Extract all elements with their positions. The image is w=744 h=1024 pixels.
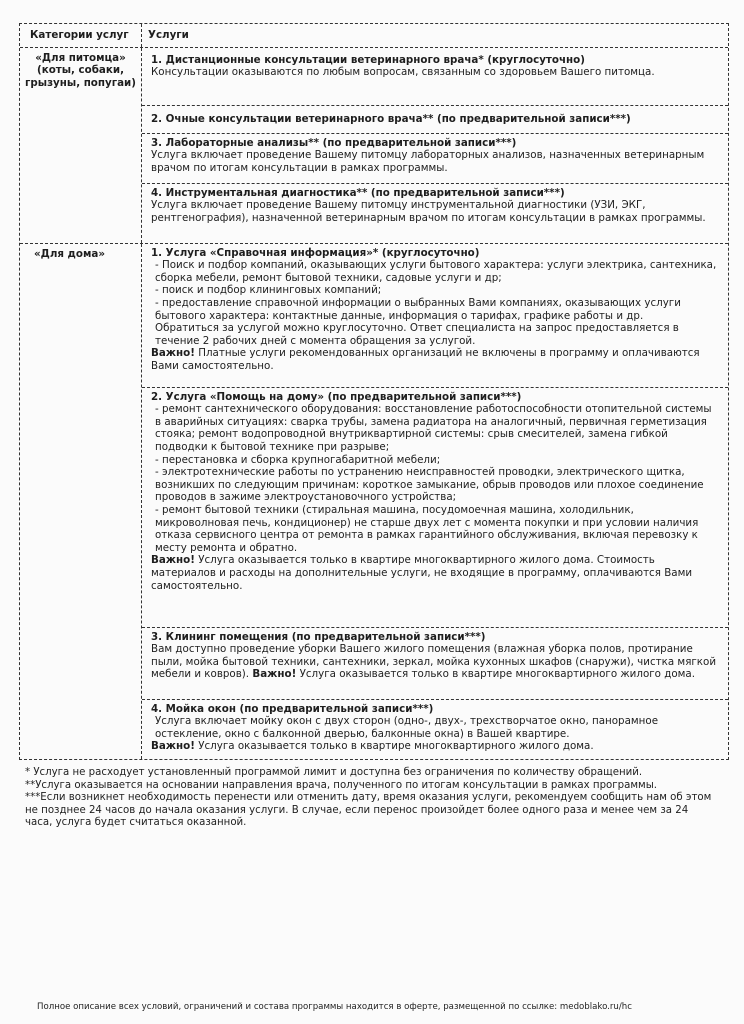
service-block — [142, 133, 728, 183]
important-note — [151, 740, 720, 753]
footnote-1: * Услуга не расходует установленный программой лимит и доступна без ограничения по количеству обращений. — [25, 767, 643, 778]
important-note — [151, 347, 720, 372]
important-label: Важно! — [252, 668, 297, 681]
important-text: Услуга оказывается только в квартире многоквартирного жилого дома. — [194, 740, 594, 753]
service-body: Услуга включает проведение Вашему питомцу инструментальной диагностики (УЗИ, ЭКГ, рентгенография), назначенной ветеринарным врачом по итогам консультации в рамках программы. — [151, 199, 706, 224]
service-block — [142, 387, 728, 627]
service-line: - электротехнические работы по устранению неисправностей проводки, электрического щитка, возникших по следующим причинам: короткое замыкание, обрыв проводов или плохое соединение проводов в зажиме электроустановочного устройства; — [155, 466, 704, 504]
pets-services — [142, 48, 728, 243]
service-line: - Поиск и подбор компаний, оказывающих услуги бытового характера: услуги электрика, сантехника, сборка мебели, ремонт бытовой техники, садовые услуги и др; — [155, 259, 717, 284]
home-services — [142, 244, 728, 759]
header-services: Услуги — [148, 29, 189, 41]
service-line: Услуга включает мойку окон с двух сторон (одно-, двух-, трехстворчатое окно, панорамное остекление, окно с балконной дверью, балконные окна) в Вашей квартире. — [155, 715, 659, 740]
service-line: Вам доступно проведение уборки Вашего жилого помещения (влажная уборка полов, протирание пыли, мойка бытовой техники, сантехники, зеркал, мойка кухонных шкафов (снаружи), чистка мягкой мебели и ковров). — [151, 643, 717, 681]
service-block — [142, 48, 728, 105]
service-title: 1. Дистанционные консультации ветеринарного врача* (круглосуточно) — [151, 53, 585, 66]
important-label: Важно! — [151, 554, 195, 567]
important-text: Платные услуги рекомендованных организаций не включены в программу и оплачиваются Вами самостоятельно. — [151, 347, 700, 372]
table-header-row — [20, 24, 728, 47]
service-body: Консультации оказываются по любым вопросам, связанным со здоровьем Вашего питомца. — [151, 66, 655, 79]
service-line: Обратиться за услугой можно круглосуточно. Ответ специалиста на запрос предоставляется в течение 2 рабочих дней с момента обращения за услугой. — [155, 322, 679, 347]
important-label: Важно! — [151, 347, 195, 360]
service-block — [142, 244, 728, 387]
service-title: 3. Лабораторные анализы** (по предварительной записи***) — [151, 136, 517, 149]
service-body: Услуга включает проведение Вашему питомцу лабораторных анализов, назначенных ветеринарным врачом по итогам консультации в рамках программы. — [151, 149, 705, 174]
service-title: 4. Мойка окон (по предварительной записи***) — [151, 702, 434, 715]
service-line: - перестановка и сборка крупногабаритной мебели; — [155, 453, 441, 466]
service-title: 3. Клининг помещения (по предварительной записи***) — [151, 630, 486, 643]
service-title: 1. Услуга «Справочная информация»* (круглосуточно) — [151, 246, 480, 259]
category-home: «Для дома» — [20, 244, 142, 759]
service-line: - ремонт сантехнического оборудования: восстановление работоспособности отопительной системы в аварийных ситуациях: сварка трубы, замена радиатора на аналогичный, первичная герметизация стояка; ремонт водопроводной внутриквартирной системы: срыв смесителей, замена гибкой подводки к бытовой технике при разрыве; — [155, 403, 712, 453]
important-note — [151, 554, 720, 592]
service-line: - предоставление справочной информации о выбранных Вами компаниях, оказывающих услуги бытового характера: контактные данные, информация о тарифах, графике работы и др. — [155, 296, 681, 322]
service-block — [142, 627, 728, 699]
important-label: Важно! — [151, 740, 195, 753]
category-pets: «Для питомца» (коты, собаки, грызуны, попугаи) — [20, 48, 142, 243]
service-block — [142, 183, 728, 243]
service-title: 2. Очные консультации ветеринарного врача** (по предварительной записи***) — [151, 112, 631, 125]
footnote-3: ***Если возникнет необходимость перенести или отменить дату, время оказания услуги, рекомендуем сообщить нам об этом не позднее 24 часов до начала оказания услуги. В случае, если перенос произойдет более одного раза и менее чем за 24 часа, услуга будет считаться оказанной. — [25, 792, 712, 829]
footnotes — [25, 767, 715, 830]
service-title: 2. Услуга «Помощь на дому» (по предварительной записи***) — [151, 390, 522, 403]
footer-text: Полное описание всех условий, ограничений и состава программы находится в оферте, размещенной по ссылке: medoblako.ru/hc — [37, 1002, 632, 1012]
service-body — [151, 643, 720, 681]
service-title: 4. Инструментальная диагностика** (по предварительной записи***) — [151, 186, 565, 199]
important-text: Услуга оказывается только в квартире многоквартирного жилого дома. — [296, 668, 696, 681]
home-row — [20, 243, 728, 759]
important-text: Услуга оказывается только в квартире многоквартирного жилого дома. Стоимость материалов и расходы на дополнительные услуги, не входящие в программу, оплачиваются Вами самостоятельно. — [151, 554, 693, 592]
footnote-2: **Услуга оказывается на основании направления врача, полученного по итогам консультации в рамках программы. — [25, 779, 657, 791]
services-table — [19, 23, 729, 760]
service-block — [142, 699, 728, 759]
service-block — [142, 105, 728, 133]
service-line: - ремонт бытовой техники (стиральная машина, посудомоечная машина, холодильник, микроволновая печь, кондиционер) не старше двух лет с момента покупки и при условии наличия отказа сервисного центра от ремонта в рамках гарантийного обслуживания, включая перевозку к месту ремонта и обратно. — [155, 503, 699, 554]
pets-row — [20, 47, 728, 243]
service-line: - поиск и подбор клининговых компаний; — [155, 284, 382, 297]
header-category: Категории услуг — [20, 24, 142, 47]
